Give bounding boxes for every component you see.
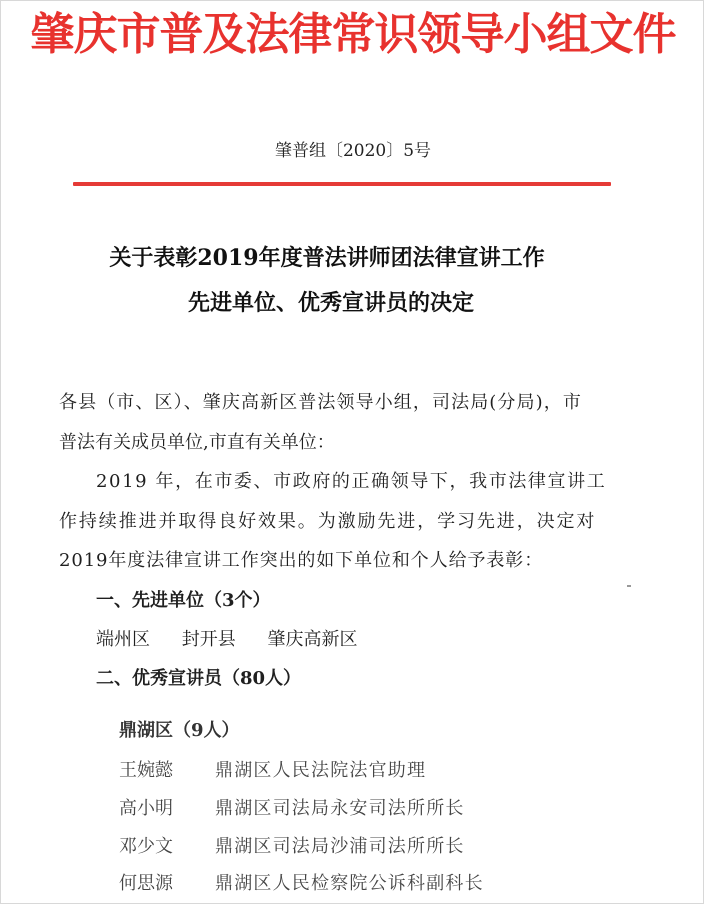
section-advanced-units-heading: 一、先进单位（3个） [96, 590, 271, 611]
red-divider-rule [73, 182, 611, 186]
unit-item: 封开县 [181, 629, 236, 650]
speaker-name: 何思源 [119, 873, 173, 894]
speaker-title: 鼎湖区司法局沙浦司法所所长 [215, 836, 465, 857]
unit-item: 肇庆高新区 [267, 629, 358, 650]
advanced-units-list [96, 626, 383, 654]
document-title-line-1: 关于表彰2019年度普法讲师团法律宣讲工作 [109, 245, 545, 271]
scan-speck [627, 585, 631, 587]
document-title-line-2: 先进单位、优秀宣讲员的决定 [187, 290, 474, 316]
unit-item: 端州区 [96, 629, 150, 650]
speaker-name: 王婉懿 [119, 760, 173, 781]
speaker-title: 鼎湖区司法局永安司法所所长 [215, 798, 465, 819]
masthead-title: 肇庆市普及法律常识领导小组文件 [30, 9, 676, 60]
speaker-title: 鼎湖区人民检察院公诉科副科长 [215, 873, 484, 894]
paragraph-1-line-3: 2019年度法律宣讲工作突出的如下单位和个人给予表彰： [59, 550, 544, 571]
salutation-line-1: 各县（市、区）、肇庆高新区普法领导小组，司法局(分局)，市 [59, 392, 582, 413]
district-group-heading: 鼎湖区（9人） [119, 720, 240, 741]
salutation-line-2: 普法有关成员单位,市直有关单位： [59, 432, 335, 453]
document-number: 肇普组〔2020〕5号 [274, 141, 432, 161]
speaker-name: 邓少文 [119, 836, 173, 857]
paragraph-1-line-2: 作持续推进并取得良好效果。为激励先进，学习先进，决定对 [59, 511, 597, 532]
paragraph-1-line-1: 2019 年，在市委、市政府的正确领导下，我市法律宣讲工 [96, 471, 607, 492]
speaker-title: 鼎湖区人民法院法官助理 [215, 760, 427, 781]
section-excellent-speakers-heading: 二、优秀宣讲员（80人） [96, 668, 302, 689]
speaker-name: 高小明 [119, 798, 173, 819]
